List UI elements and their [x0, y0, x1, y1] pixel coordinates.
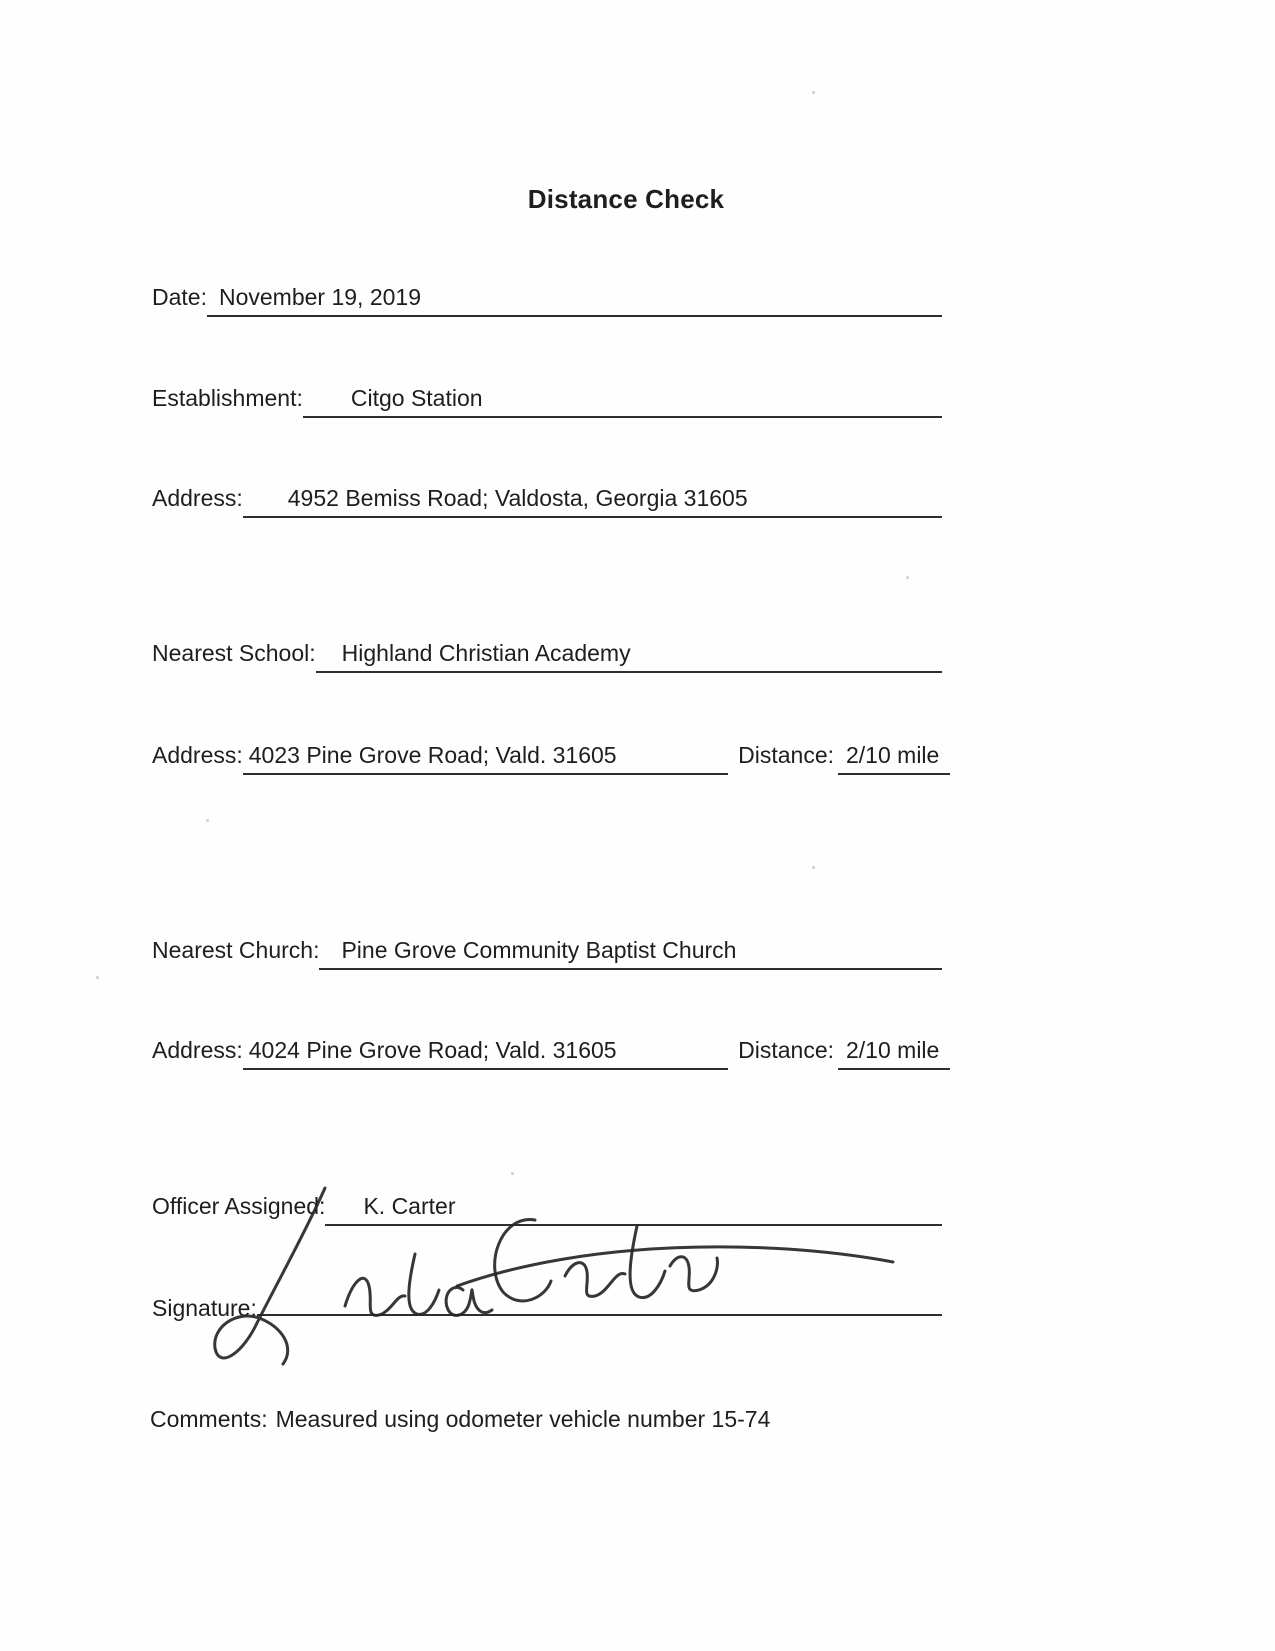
field-row-establishment-address — [152, 484, 942, 518]
field-row-school-address — [152, 741, 950, 775]
field-row-signature — [152, 1294, 942, 1323]
church-address-line — [243, 1036, 728, 1070]
officer-assigned-line — [325, 1192, 942, 1226]
school-distance-label: Distance: — [738, 742, 834, 768]
school-address-label: Address: — [152, 742, 243, 768]
comments-label: Comments: — [150, 1406, 268, 1432]
school-address-value: 4023 Pine Grove Road; Vald. 31605 — [248, 742, 617, 768]
scan-speck — [906, 576, 909, 579]
nearest-church-line — [319, 936, 942, 970]
field-row-comments — [150, 1406, 1050, 1433]
date-value: November 19, 2019 — [218, 284, 421, 310]
date-line — [207, 283, 942, 317]
field-row-officer-assigned — [152, 1192, 942, 1226]
officer-assigned-value: K. Carter — [363, 1193, 456, 1219]
scan-speck — [812, 866, 815, 869]
nearest-school-value: Highland Christian Academy — [341, 640, 631, 666]
officer-assigned-label: Officer Assigned: — [152, 1193, 326, 1219]
scan-speck — [511, 1172, 514, 1175]
church-address-label: Address: — [152, 1037, 243, 1063]
signature-label: Signature: — [152, 1295, 257, 1321]
page-title: Distance Check — [527, 184, 725, 214]
establishment-address-label: Address: — [152, 485, 243, 511]
date-label: Date: — [152, 284, 207, 310]
field-row-church-address — [152, 1036, 950, 1070]
nearest-school-line — [316, 639, 942, 673]
scan-speck — [812, 91, 815, 94]
church-distance-line — [838, 1036, 950, 1070]
scan-speck — [206, 819, 209, 822]
nearest-church-value: Pine Grove Community Baptist Church — [341, 937, 737, 963]
nearest-church-label: Nearest Church: — [152, 937, 320, 963]
school-distance-line — [838, 741, 950, 775]
church-distance-label: Distance: — [738, 1037, 834, 1063]
establishment-line — [303, 384, 942, 418]
school-address-line — [243, 741, 728, 775]
school-distance-value: 2/10 mile — [846, 742, 940, 768]
establishment-address-value: 4952 Bemiss Road; Valdosta, Georgia 31605 — [287, 485, 748, 511]
field-row-nearest-church — [152, 936, 942, 970]
comments-value: Measured using odometer vehicle number 15-74 — [275, 1406, 771, 1432]
nearest-school-label: Nearest School: — [152, 640, 316, 666]
establishment-value: Citgo Station — [350, 385, 483, 411]
signature-line — [257, 1311, 942, 1316]
church-distance-value: 2/10 mile — [846, 1037, 940, 1063]
field-row-establishment — [152, 384, 942, 418]
field-row-nearest-school — [152, 639, 942, 673]
establishment-address-line — [243, 484, 942, 518]
scan-speck — [96, 976, 99, 979]
church-address-value: 4024 Pine Grove Road; Vald. 31605 — [248, 1037, 617, 1063]
establishment-label: Establishment: — [152, 385, 303, 411]
field-row-date — [152, 283, 942, 317]
